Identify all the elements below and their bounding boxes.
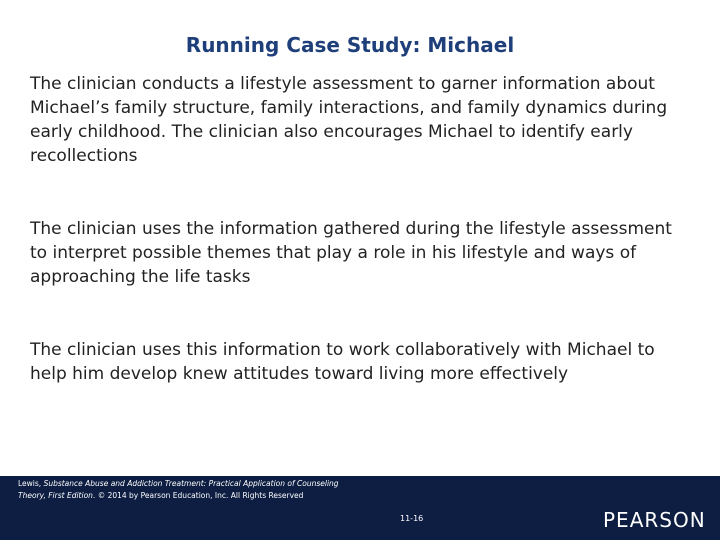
paragraph-collaborative-work: The clinician uses this information to work collaboratively with Michael to help him develop knew attitudes toward living more effectively [30, 340, 655, 384]
credit-rights: . © 2014 by Pearson Education, Inc. All Rights Reserved [92, 491, 304, 500]
credit-author: Lewis, [18, 479, 44, 488]
credit-book-title: Substance Abuse and Addiction Treatment: Practical Application of Counseling Theory, First Edition [18, 479, 339, 500]
page-number: 11-16 [400, 514, 424, 523]
footer-copyright [18, 478, 358, 502]
paragraph-lifestyle-assessment: The clinician conducts a lifestyle assessment to garner information about Michael’s family structure, family interactions, and family dynamics during early childhood. The clinician also encourages Michael to identify early recollections [30, 74, 668, 166]
pearson-logo: PEARSON [603, 508, 706, 532]
slide-title: Running Case Study: Michael [185, 33, 515, 57]
paragraph-interpret-themes: The clinician uses the information gathered during the lifestyle assessment to interpret possible themes that play a role in his lifestyle and ways of approaching the life tasks [30, 219, 672, 287]
